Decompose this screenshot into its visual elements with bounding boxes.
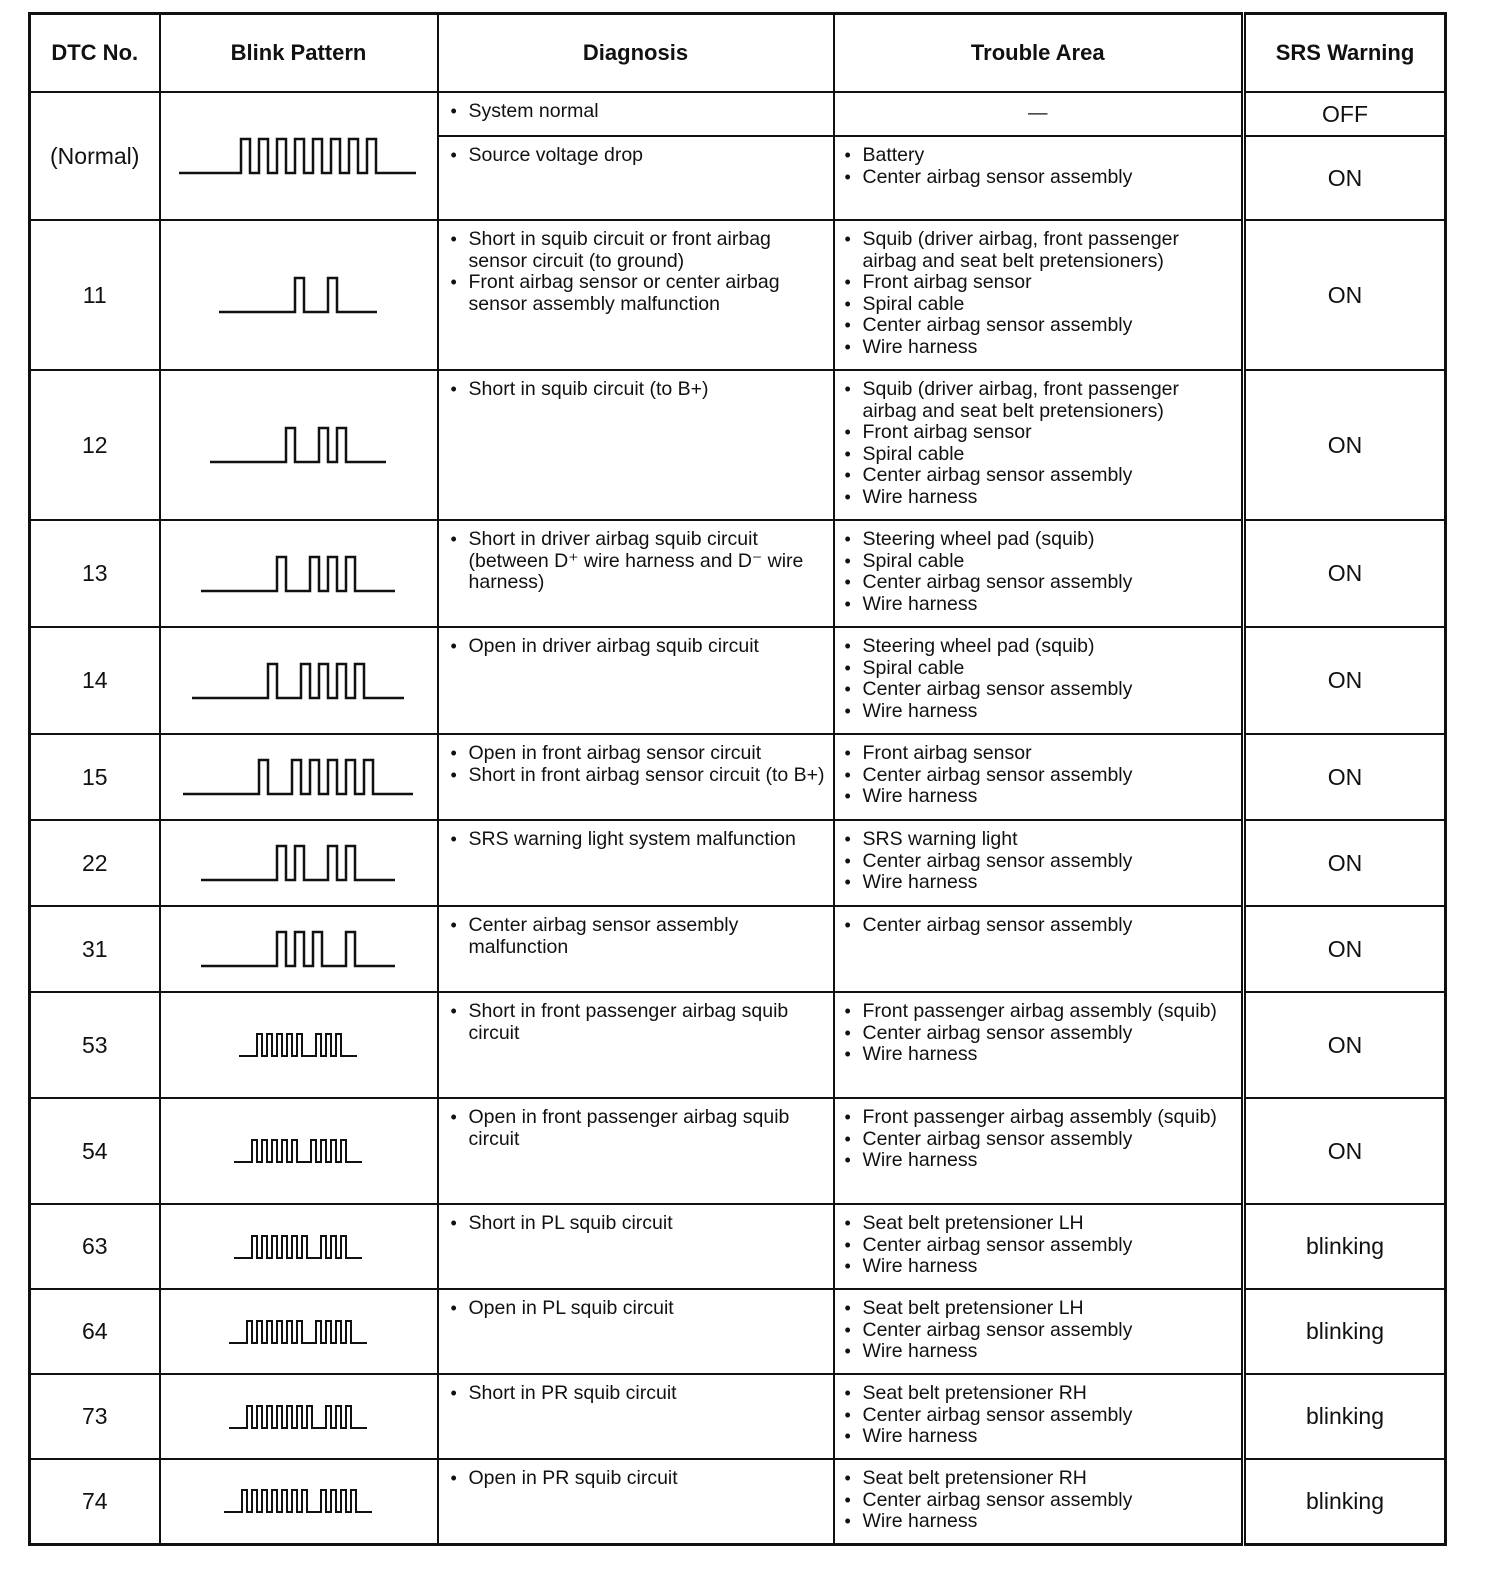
blink-waveform — [179, 137, 418, 175]
table-body — [30, 92, 1446, 1544]
bullet-item: • Wire harness — [845, 1150, 1238, 1172]
bullet-item: • Wire harness — [845, 1256, 1238, 1278]
blink-waveform — [192, 662, 406, 700]
bullet-item: • Front airbag sensor or center airbag sensor assembly malfunction — [451, 272, 827, 315]
blink-pattern — [160, 627, 438, 734]
blink-pattern — [160, 734, 438, 820]
bullet-list — [845, 529, 1238, 615]
table-row — [30, 734, 1446, 820]
bullet-list — [451, 1468, 827, 1490]
trouble-area-cell — [834, 1098, 1244, 1204]
bullet-item: • Steering wheel pad (squib) — [845, 529, 1238, 551]
trouble-area-cell — [834, 1459, 1244, 1544]
srs-warning-cell: blinking — [1244, 1204, 1446, 1289]
header-row — [30, 14, 1446, 93]
bullet-list — [451, 1298, 827, 1320]
table-row — [30, 1204, 1446, 1289]
dtc-number: 12 — [30, 370, 160, 520]
trouble-area-cell — [834, 1374, 1244, 1459]
trouble-area-cell — [834, 627, 1244, 734]
diagnosis-cell — [438, 1098, 834, 1204]
srs-warning-cell: ON — [1244, 906, 1446, 992]
blink-pattern — [160, 1374, 438, 1459]
diagnosis-cell — [438, 992, 834, 1098]
bullet-item: • Battery — [845, 145, 1238, 167]
dtc-number: 15 — [30, 734, 160, 820]
bullet-item: • Seat belt pretensioner RH — [845, 1383, 1238, 1405]
bullet-item: • Front airbag sensor — [845, 743, 1238, 765]
srs-warning-cell: ON — [1244, 370, 1446, 520]
blink-waveform — [219, 276, 379, 314]
bullet-item: • Center airbag sensor assembly — [845, 1490, 1238, 1512]
bullet-item: • Wire harness — [845, 337, 1238, 359]
bullet-item: • Center airbag sensor assembly malfunction — [451, 915, 827, 958]
blink-waveform — [229, 1404, 369, 1430]
blink-pattern — [160, 992, 438, 1098]
blink-pattern — [160, 520, 438, 627]
bullet-item: • Spiral cable — [845, 551, 1238, 573]
table-row — [30, 1289, 1446, 1374]
blink-waveform — [210, 426, 388, 464]
bullet-item: • Spiral cable — [845, 658, 1238, 680]
trouble-area-cell — [834, 220, 1244, 370]
bullet-item: • Open in front airbag sensor circuit — [451, 743, 827, 765]
bullet-list — [845, 743, 1238, 808]
bullet-list — [845, 829, 1238, 894]
table-row — [30, 220, 1446, 370]
bullet-item: • Center airbag sensor assembly — [845, 465, 1238, 487]
table-row — [30, 1098, 1446, 1204]
bullet-list — [451, 915, 827, 958]
blink-waveform — [201, 555, 397, 593]
waveform-line — [224, 1490, 372, 1512]
bullet-item: • Wire harness — [845, 594, 1238, 616]
blink-waveform — [183, 758, 415, 796]
trouble-area-cell — [834, 906, 1244, 992]
bullet-list — [451, 636, 827, 658]
bullet-item: • Center airbag sensor assembly — [845, 315, 1238, 337]
srs-warning-cell: ON — [1244, 734, 1446, 820]
waveform-line — [201, 557, 395, 591]
bullet-list — [845, 1213, 1238, 1278]
blink-waveform — [239, 1032, 359, 1058]
diagnosis-cell — [438, 627, 834, 734]
bullet-item: • Short in PR squib circuit — [451, 1383, 827, 1405]
blink-pattern — [160, 1289, 438, 1374]
bullet-item: • Center airbag sensor assembly — [845, 1405, 1238, 1427]
table-row — [30, 1459, 1446, 1544]
srs-warning-cell: ON — [1244, 136, 1446, 220]
blink-pattern — [160, 906, 438, 992]
bullet-item: • Wire harness — [845, 786, 1238, 808]
bullet-item: • Center airbag sensor assembly — [845, 851, 1238, 873]
blink-waveform — [201, 844, 397, 882]
bullet-item: • Center airbag sensor assembly — [845, 572, 1238, 594]
bullet-item: • Center airbag sensor assembly — [845, 765, 1238, 787]
bullet-item: • Steering wheel pad (squib) — [845, 636, 1238, 658]
dtc-number: 54 — [30, 1098, 160, 1204]
trouble-area-cell — [834, 520, 1244, 627]
bullet-list — [845, 1107, 1238, 1172]
bullet-item: • Squib (driver airbag, front passenger airbag and seat belt pretensioners) — [845, 229, 1238, 272]
bullet-list — [845, 1298, 1238, 1363]
bullet-list — [845, 915, 1238, 937]
dtc-table — [28, 12, 1447, 1546]
srs-warning-cell: ON — [1244, 627, 1446, 734]
waveform-line — [229, 1321, 367, 1343]
diagnosis-cell — [438, 734, 834, 820]
bullet-item: • Wire harness — [845, 487, 1238, 509]
srs-warning-cell: ON — [1244, 992, 1446, 1098]
bullet-list — [451, 743, 827, 786]
bullet-item: • Squib (driver airbag, front passenger airbag and seat belt pretensioners) — [845, 379, 1238, 422]
bullet-list — [451, 1001, 827, 1044]
waveform-line — [219, 278, 377, 312]
dtc-number: (Normal) — [30, 92, 160, 220]
diagnosis-cell — [438, 1459, 834, 1544]
bullet-item: • SRS warning light system malfunction — [451, 829, 827, 851]
bullet-list — [451, 1383, 827, 1405]
bullet-item: • Center airbag sensor assembly — [845, 915, 1238, 937]
bullet-list — [451, 1213, 827, 1235]
bullet-item: • Center airbag sensor assembly — [845, 1320, 1238, 1342]
srs-warning-cell: ON — [1244, 1098, 1446, 1204]
waveform-line — [183, 760, 413, 794]
bullet-item: • Wire harness — [845, 1341, 1238, 1363]
bullet-list — [845, 1383, 1238, 1448]
dtc-number: 13 — [30, 520, 160, 627]
trouble-area-cell — [834, 1204, 1244, 1289]
blink-waveform — [201, 930, 397, 968]
header-blink-pattern: Blink Pattern — [160, 14, 438, 93]
dtc-number: 74 — [30, 1459, 160, 1544]
blink-waveform — [234, 1138, 364, 1164]
waveform-line — [234, 1140, 362, 1162]
bullet-item: • Wire harness — [845, 872, 1238, 894]
diagnosis-cell — [438, 520, 834, 627]
bullet-list — [451, 229, 827, 315]
bullet-item: • Center airbag sensor assembly — [845, 1129, 1238, 1151]
bullet-list — [845, 636, 1238, 722]
bullet-list — [451, 145, 827, 167]
srs-warning-cell: ON — [1244, 220, 1446, 370]
dtc-number: 14 — [30, 627, 160, 734]
bullet-item: • Open in PL squib circuit — [451, 1298, 827, 1320]
bullet-item: • Spiral cable — [845, 294, 1238, 316]
diagnosis-cell — [438, 92, 834, 136]
bullet-item: • Center airbag sensor assembly — [845, 1235, 1238, 1257]
dtc-number: 64 — [30, 1289, 160, 1374]
bullet-item: • Short in front airbag sensor circuit (to B+) — [451, 765, 827, 787]
table-row — [30, 1374, 1446, 1459]
bullet-list — [451, 529, 827, 594]
blink-waveform — [234, 1234, 364, 1260]
diagnosis-cell — [438, 136, 834, 220]
waveform-line — [229, 1406, 367, 1428]
diagnosis-cell — [438, 1374, 834, 1459]
srs-warning-cell: blinking — [1244, 1289, 1446, 1374]
bullet-item: • Short in squib circuit or front airbag sensor circuit (to ground) — [451, 229, 827, 272]
bullet-item: • Center airbag sensor assembly — [845, 167, 1238, 189]
srs-warning-cell: blinking — [1244, 1374, 1446, 1459]
trouble-area-cell — [834, 992, 1244, 1098]
table-row — [30, 906, 1446, 992]
dtc-number: 22 — [30, 820, 160, 906]
srs-warning-cell: ON — [1244, 820, 1446, 906]
header-trouble-area: Trouble Area — [834, 14, 1244, 93]
trouble-area-cell — [834, 820, 1244, 906]
bullet-item: • Open in PR squib circuit — [451, 1468, 827, 1490]
bullet-list — [845, 1001, 1238, 1066]
bullet-list — [451, 829, 827, 851]
diagnosis-cell — [438, 1289, 834, 1374]
trouble-area-cell — [834, 1289, 1244, 1374]
table-row — [30, 992, 1446, 1098]
bullet-item: • Seat belt pretensioner RH — [845, 1468, 1238, 1490]
table-row — [30, 627, 1446, 734]
srs-warning-cell: OFF — [1244, 92, 1446, 136]
diagnosis-cell — [438, 370, 834, 520]
bullet-item: • Front airbag sensor — [845, 272, 1238, 294]
srs-warning-cell: blinking — [1244, 1459, 1446, 1544]
blink-pattern — [160, 1204, 438, 1289]
dtc-number: 53 — [30, 992, 160, 1098]
blink-pattern — [160, 1459, 438, 1544]
waveform-line — [234, 1236, 362, 1258]
bullet-item: • Front passenger airbag assembly (squib) — [845, 1107, 1238, 1129]
dtc-number: 63 — [30, 1204, 160, 1289]
srs-warning-cell: ON — [1244, 520, 1446, 627]
bullet-list — [845, 229, 1238, 359]
blink-pattern — [160, 92, 438, 220]
bullet-item: • Short in PL squib circuit — [451, 1213, 827, 1235]
table-row — [30, 370, 1446, 520]
bullet-item: • Wire harness — [845, 1511, 1238, 1533]
bullet-item: • Seat belt pretensioner LH — [845, 1298, 1238, 1320]
bullet-item: • Short in driver airbag squib circuit (between D⁺ wire harness and D⁻ wire harness) — [451, 529, 827, 594]
waveform-line — [179, 139, 416, 173]
waveform-line — [201, 846, 395, 880]
trouble-area-cell: — — [834, 92, 1244, 136]
dtc-number: 31 — [30, 906, 160, 992]
bullet-item: • Wire harness — [845, 1044, 1238, 1066]
diagnosis-cell — [438, 820, 834, 906]
dtc-number: 73 — [30, 1374, 160, 1459]
header-srs-warning: SRS Warning — [1244, 14, 1446, 93]
header-dtc-no: DTC No. — [30, 14, 160, 93]
diagnosis-cell — [438, 1204, 834, 1289]
trouble-area-cell — [834, 734, 1244, 820]
trouble-area-cell — [834, 136, 1244, 220]
bullet-item: • Wire harness — [845, 701, 1238, 723]
bullet-item: • Seat belt pretensioner LH — [845, 1213, 1238, 1235]
waveform-line — [201, 932, 395, 966]
blink-waveform — [224, 1488, 374, 1514]
blink-pattern — [160, 820, 438, 906]
bullet-list — [451, 379, 827, 401]
bullet-list — [451, 1107, 827, 1150]
blink-pattern — [160, 1098, 438, 1204]
bullet-item: • SRS warning light — [845, 829, 1238, 851]
header-diagnosis: Diagnosis — [438, 14, 834, 93]
bullet-item: • Wire harness — [845, 1426, 1238, 1448]
table-row — [30, 820, 1446, 906]
waveform-line — [210, 428, 386, 462]
diagnosis-cell — [438, 220, 834, 370]
bullet-item: • Short in squib circuit (to B+) — [451, 379, 827, 401]
bullet-item: • Front airbag sensor — [845, 422, 1238, 444]
trouble-area-cell — [834, 370, 1244, 520]
table-row-normal-a — [30, 92, 1446, 136]
diagnosis-cell — [438, 906, 834, 992]
bullet-item: • Center airbag sensor assembly — [845, 679, 1238, 701]
table-row — [30, 520, 1446, 627]
bullet-item: • Source voltage drop — [451, 145, 827, 167]
waveform-line — [239, 1034, 357, 1056]
waveform-line — [192, 664, 404, 698]
bullet-item: • Center airbag sensor assembly — [845, 1023, 1238, 1045]
bullet-item: • Short in front passenger airbag squib circuit — [451, 1001, 827, 1044]
bullet-item: • Front passenger airbag assembly (squib) — [845, 1001, 1238, 1023]
bullet-list — [845, 1468, 1238, 1533]
blink-pattern — [160, 220, 438, 370]
bullet-list — [451, 101, 827, 123]
bullet-list — [845, 145, 1238, 188]
bullet-list — [845, 379, 1238, 509]
bullet-item: • System normal — [451, 101, 827, 123]
dtc-number: 11 — [30, 220, 160, 370]
blink-pattern — [160, 370, 438, 520]
blink-waveform — [229, 1319, 369, 1345]
bullet-item: • Open in front passenger airbag squib circuit — [451, 1107, 827, 1150]
bullet-item: • Spiral cable — [845, 444, 1238, 466]
bullet-item: • Open in driver airbag squib circuit — [451, 636, 827, 658]
